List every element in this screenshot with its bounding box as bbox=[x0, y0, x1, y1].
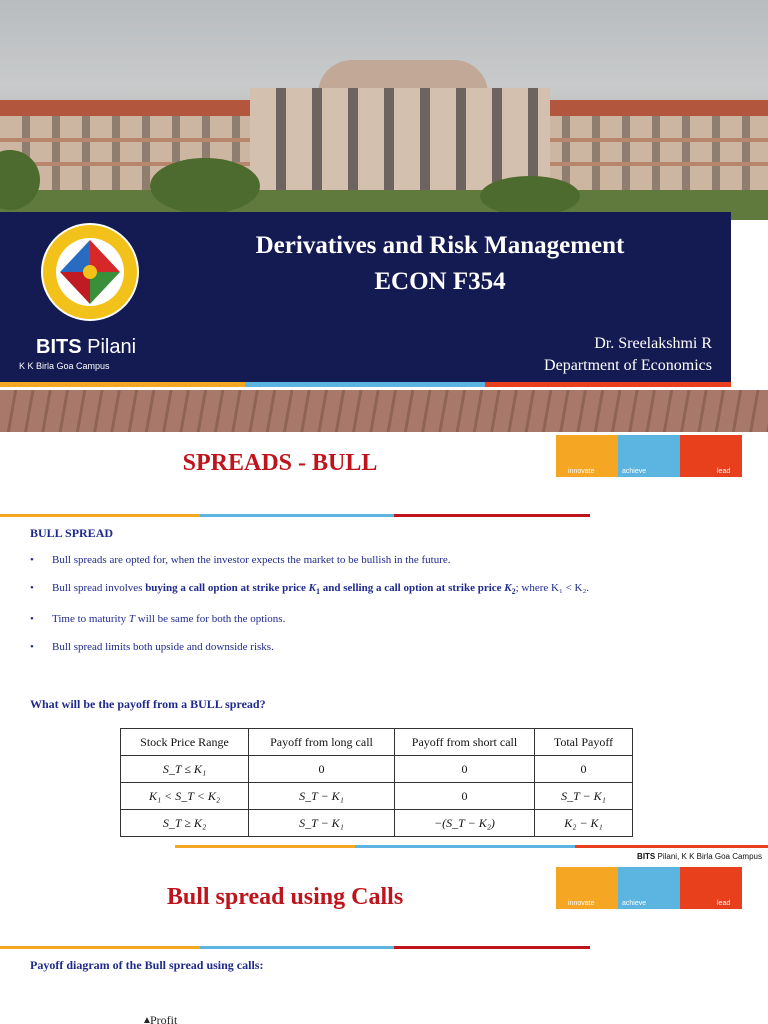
diagram-label: Payoff diagram of the Bull spread using calls: bbox=[30, 958, 264, 972]
banner-segment bbox=[618, 867, 680, 909]
table-cell: 0 bbox=[395, 783, 535, 810]
table-header: Payoff from short call bbox=[395, 729, 535, 756]
table-cell: K₂ − K₁ bbox=[535, 810, 633, 837]
color-stripe bbox=[394, 946, 590, 949]
banner-label: lead bbox=[717, 468, 731, 475]
innovate-achieve-lead-banner bbox=[556, 435, 742, 477]
author-block bbox=[544, 333, 712, 377]
banner-label: innovate bbox=[568, 468, 595, 475]
campus-photo-tree bbox=[150, 158, 260, 214]
bullet-list bbox=[30, 553, 750, 668]
bits-logo bbox=[20, 222, 160, 322]
table-row bbox=[121, 810, 633, 837]
banner-segment bbox=[680, 867, 742, 909]
color-stripe bbox=[355, 845, 575, 848]
author-name: Dr. Sreelakshmi R bbox=[594, 335, 712, 352]
table-header: Stock Price Range bbox=[121, 729, 249, 756]
table-cell: K₁ < S_T < K₂ bbox=[121, 783, 249, 810]
institute-name: BITS Pilani bbox=[36, 336, 137, 358]
course-title bbox=[160, 228, 720, 300]
table-cell: S_T − K₁ bbox=[249, 783, 395, 810]
table-cell: S_T ≥ K₂ bbox=[121, 810, 249, 837]
campus-name: K K Birla Goa Campus bbox=[19, 361, 110, 371]
campus-photo-tree bbox=[480, 176, 580, 216]
table-row bbox=[121, 783, 633, 810]
campus-photo-paving bbox=[0, 390, 768, 432]
bits-seal-icon bbox=[20, 222, 160, 322]
course-title-line: Derivatives and Risk Management bbox=[255, 232, 625, 259]
table-header-row bbox=[121, 729, 633, 756]
profit-axis-label: Profit bbox=[150, 1013, 178, 1024]
banner-segment bbox=[680, 435, 742, 477]
banner-label: innovate bbox=[568, 900, 595, 907]
table-cell: S_T ≤ K₁ bbox=[121, 756, 249, 783]
slide-title: SPREADS - BULL bbox=[182, 450, 378, 476]
title-slide bbox=[0, 0, 768, 432]
banner-label: achieve bbox=[622, 468, 647, 475]
table-cell: −(S_T − K₂) bbox=[395, 810, 535, 837]
table-header: Total Payoff bbox=[535, 729, 633, 756]
color-stripe bbox=[245, 382, 485, 387]
bullet-item: • Time to maturity T will be same for both the options. bbox=[30, 612, 750, 626]
innovate-achieve-lead-banner bbox=[556, 867, 742, 909]
banner-segment bbox=[556, 435, 618, 477]
table-cell: S_T − K₁ bbox=[249, 810, 395, 837]
banner-label: achieve bbox=[622, 900, 647, 907]
banner-label: lead bbox=[717, 900, 731, 907]
author-department: Department of Economics bbox=[544, 357, 712, 374]
color-stripe bbox=[0, 382, 245, 387]
axis-arrow-icon: ▲ bbox=[142, 1015, 152, 1024]
color-stripe bbox=[575, 845, 768, 848]
color-stripe bbox=[200, 514, 394, 517]
bullet-item: • Bull spread involves buying a call option at strike price $K_1$ and selling a call option at strike price $K_2$; where K₁ < K₂. bbox=[30, 581, 750, 599]
color-stripe bbox=[485, 382, 731, 387]
question-text: What will be the payoff from a BULL spread? bbox=[30, 697, 266, 711]
table-cell: 0 bbox=[249, 756, 395, 783]
table-cell: 0 bbox=[535, 756, 633, 783]
banner-segment bbox=[556, 867, 618, 909]
bullet-item: • Bull spread limits both upside and downside risks. bbox=[30, 640, 750, 654]
table-cell: S_T − K₁ bbox=[535, 783, 633, 810]
color-stripe bbox=[200, 946, 394, 949]
color-stripe bbox=[0, 946, 200, 949]
table-row bbox=[121, 756, 633, 783]
color-stripe bbox=[394, 514, 590, 517]
course-code: ECON F354 bbox=[374, 268, 506, 295]
banner-segment bbox=[618, 435, 680, 477]
section-label: BULL SPREAD bbox=[30, 526, 114, 540]
bullet-item: • Bull spreads are opted for, when the investor expects the market to be bullish in the future. bbox=[30, 553, 750, 567]
slide-title: Bull spread using Calls bbox=[166, 884, 404, 910]
table-cell: 0 bbox=[395, 756, 535, 783]
color-stripe bbox=[0, 514, 200, 517]
slide-footer: BITS Pilani, K K Birla Goa Campus bbox=[637, 852, 762, 861]
payoff-table bbox=[120, 728, 633, 837]
table-header: Payoff from long call bbox=[249, 729, 395, 756]
color-stripe bbox=[175, 845, 355, 848]
